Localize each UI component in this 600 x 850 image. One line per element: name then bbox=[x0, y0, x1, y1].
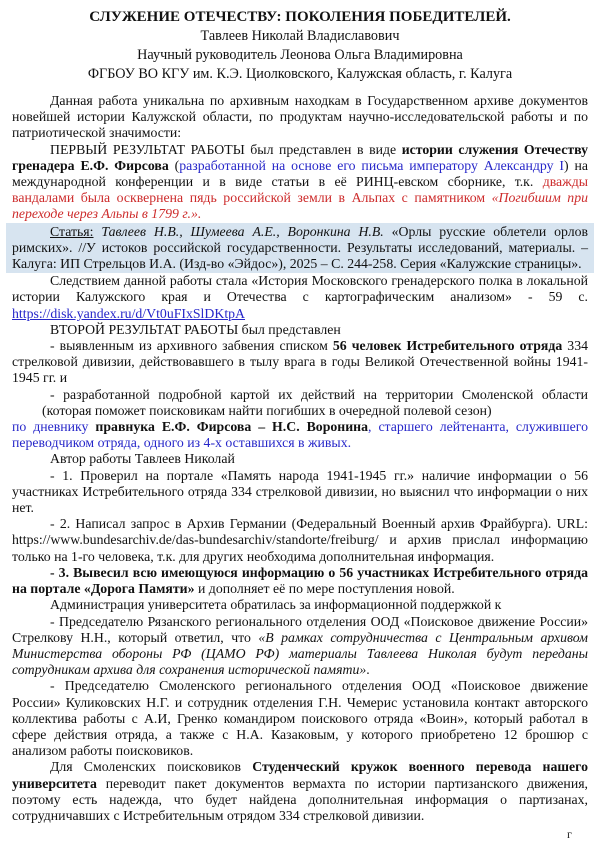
paragraph-9 bbox=[12, 451, 588, 467]
text-run: Для Смоленских поисковиков bbox=[50, 759, 253, 775]
text-run: - 1. Проверил на портале «Память народа 1941-1945 гг.» наличие информации о 56 участниках Истребительного отряда 334 стрелковой дивизии, но выяснил что информации о них нет. bbox=[12, 467, 592, 516]
affiliation-line: ФГБОУ ВО КГУ им. К.Э. Циолковского, Калужская область, г. Калуга bbox=[87, 66, 513, 82]
text-run: , старшего лейтенанта, служившего переводчиком отряда, одного из 4-х оставшихся в живых. bbox=[12, 419, 592, 451]
text-run: Статья: bbox=[50, 223, 94, 239]
text-run: дважды вандалами была осквернена пядь российской земли в Альпах с памятником bbox=[12, 174, 592, 206]
paragraph-15 bbox=[12, 678, 592, 759]
text-run: - разработанной подробной картой их действий на территории Смоленской области (которая поможет поисковикам найти погибших в очередной полевой сезон) bbox=[42, 386, 592, 418]
text-run: 334 стрелковой дивизии, действовавшего в тылу врага в годы Великой Отечественной войны 1941-1945 гг. и bbox=[12, 338, 592, 386]
text-run: Следствием данной работы стала «История Московского гренадерского полка в локальной истории Калужского края и Отечества с картографическим анализом» - 59 с. bbox=[12, 273, 592, 305]
document-header bbox=[12, 8, 588, 84]
paragraph-2 bbox=[12, 141, 592, 223]
text-run: переводит пакет документов вермахта по истории партизанского движения, поэтому есть надежда, что будет найдена дополнительная информация о партизанах, сотрудничавших с Истребительным отрядом 334 стрелковой дивизии. bbox=[12, 775, 592, 823]
text-run: ) на международной конференции и в виде статьи в её РИНЦ-евском сборнике, т.к. bbox=[12, 157, 592, 190]
text-run: ВТОРОЙ РЕЗУЛЬТАТ РАБОТЫ был представлен bbox=[50, 321, 341, 337]
text-run: по дневнику bbox=[12, 419, 96, 435]
text-run: 56 человек Истребительного отряда bbox=[332, 338, 563, 354]
text-run: - 3. Вывесил всю имеющуюся информацию о 56 участниках Истребительного отряда на портале «Дорога Памяти» bbox=[12, 564, 592, 597]
text-run: истории служения Отечеству гренадера Е.Ф. Фирсова bbox=[12, 141, 592, 173]
text-run: - 2. Написал запрос в Архив Германии (Федеральный Военный архив Фрайбурга). URL: https://www.bundesarchiv.de/das-bundesarchiv/standorte/freiburg/ и архив прислал информацию только на 1-го человека, т.к. для других необходима дополнительная информация. bbox=[12, 516, 592, 564]
text-run: правнука Е.Ф. Фирсова – Н.С. Воронина bbox=[95, 419, 369, 435]
paragraph-12 bbox=[12, 564, 592, 597]
paragraph-7 bbox=[42, 386, 592, 419]
author-line: Тавлеев Николай Владиславович bbox=[200, 28, 400, 44]
text-run: «Орлы русские облетели орлов римских». //У истоков российской государственности. Результаты исследований, материалы. – Калуга: ИП Стрельцов И.А. (Изд-во «Эйдос»), 2025 – С. 244-258. Серия «Калужские страницы». bbox=[12, 223, 592, 272]
text-run: разработанной на основе его письма императору Александру I bbox=[179, 157, 565, 173]
text-run: Администрация университета обратилась за информационной поддержкой к bbox=[50, 597, 502, 613]
text-run: . bbox=[366, 662, 370, 678]
document-title: СЛУЖЕНИЕ ОТЕЧЕСТВУ: ПОКОЛЕНИЯ ПОБЕДИТЕЛЕЙ. bbox=[89, 9, 511, 25]
text-run: «Погибшим при переходе через Альпы в 1799 г.». bbox=[12, 190, 592, 222]
text-run: «В рамках сотрудничества с Центральным архивом Министерства обороны РФ (ЦАМО РФ) материалы Тавлеева Николая будут переданы сотрудникам архива для сохранения исторической памяти» bbox=[12, 629, 592, 678]
paragraph-11 bbox=[12, 516, 592, 565]
text-run: Студенческий кружок военного перевода нашего университета bbox=[12, 759, 592, 791]
paragraph-3 bbox=[6, 223, 594, 274]
supervisor-line: Научный руководитель Леонова Ольга Владимировна bbox=[137, 47, 463, 63]
text-run: Автор работы Тавлеев Николай bbox=[50, 451, 235, 467]
stray-character: г bbox=[567, 827, 572, 841]
text-run: ПЕРВЫЙ РЕЗУЛЬТАТ РАБОТЫ был представлен в виде bbox=[50, 141, 402, 157]
text-run: - выявленным из архивного забвения списком bbox=[50, 338, 333, 354]
paragraph-16 bbox=[12, 759, 592, 824]
paragraph-13 bbox=[12, 597, 588, 613]
document-body bbox=[12, 93, 592, 824]
paragraph-8 bbox=[12, 419, 592, 451]
text-run: - Председателю Рязанского регионального отделения ООД «Поисковое движение России» Стрелкову Н.Н., который ответил, что bbox=[12, 613, 592, 645]
text-run: Данная работа уникальна по архивным находкам в Государственном архиве документов новейшей истории Калужской области, по продуктам научно-исследовательской работы и по патриотической значимости: bbox=[12, 93, 592, 141]
text-run: ( bbox=[174, 157, 180, 173]
paragraph-5 bbox=[12, 322, 588, 338]
paragraph-10 bbox=[12, 467, 592, 517]
yandex-disk-link[interactable]: https://disk.yandex.ru/d/Vt0uFIxSlDKtpA bbox=[12, 305, 246, 321]
paragraph-1 bbox=[12, 93, 592, 142]
text-run: Тавлеев Н.В., Шумеева А.Е., Воронкина Н.В. bbox=[101, 223, 384, 239]
paragraph-6 bbox=[12, 338, 592, 387]
text-run: - Председателю Смоленского регионального отделения ООД «Поисковое движение России» Куликовских Н.Г. и сотрудник отделения Г.Н. Чемерис установила контакт авторского коллектива работы с А.И, Гренко командиром поискового отряда «Воин», который работал в сфере действия отряда, а также с Н.А. Казаковым, у которого приобретено 12 брошюр с анализом работы поисковиков. bbox=[12, 678, 592, 759]
text-run: и дополняет её по мере поступления новой. bbox=[194, 581, 455, 597]
paragraph-4 bbox=[12, 273, 592, 322]
paragraph-14 bbox=[12, 613, 592, 679]
